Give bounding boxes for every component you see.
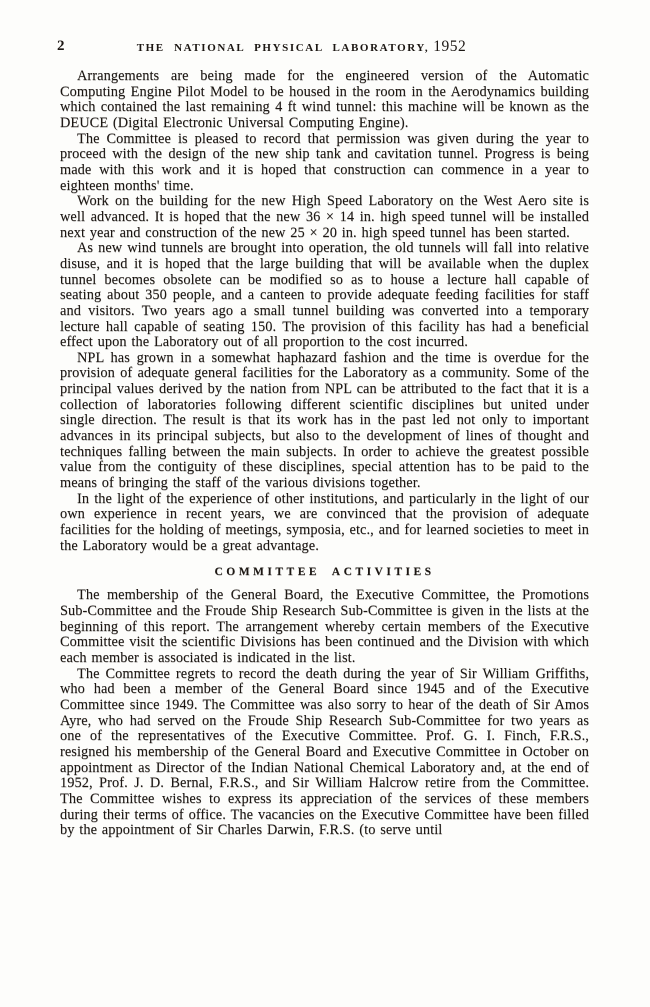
paragraph-meeting-facilities: In the light of the experience of other institutions, and particularly in the light of our own experience in recent years, we are convinced that the provision of adequate facilities for the holding of meetings, symposia, etc., and for learned societies to meet in the Laboratory would be a great advantage.	[60, 490, 589, 554]
running-title: THE NATIONAL PHYSICAL LABORATORY,	[136, 42, 430, 54]
paragraph-committee-membership: The membership of the General Board, the Executive Committee, the Promotions Sub-Committee and the Froude Ship Research Sub-Committee is given in the lists at the beginning of this report. The arrangement whereby certain members of the Executive Committee visit the scientific Divisions has been continued and the Division with which each member is associated is indicated in the list.	[60, 587, 589, 666]
running-title-group	[60, 38, 589, 56]
paragraph-ship-tank-cavitation-tunnel: The Committee is pleased to record that permission was given during the year to proceed with the design of the new ship tank and cavitation tunnel. Progress is being made with this work and it is hoped that construction can commence in a year to eighteen months' time.	[60, 130, 589, 194]
page-header	[57, 38, 589, 58]
page-number: 2	[57, 38, 65, 54]
paragraph-automatic-computing-engine: Arrangements are being made for the engineered version of the Automatic Computing Engine Pilot Model to be housed in the room in the Aerodynamics building which contained the last remaining 4 ft wind tunnel: this machine will be known as the DEUCE (Digital Electronic Universal Computing Engine).	[60, 68, 589, 131]
paragraph-committee-deaths-appointments: The Committee regrets to record the death during the year of Sir William Griffiths, who had been a member of the General Board since 1945 and of the Executive Committee since 1949. The Committee was also sorry to hear of the death of Sir Amos Ayre, who had served on the Froude Ship Research Sub-Committee for two years as one of the representatives of the Executive Committee. Prof. G. I. Finch, F.R.S., resigned his membership of the General Board and Executive Committee in October on appointment as Director of the Indian National Chemical Laboratory and, at the end of 1952, Prof. J. D. Bernal, F.R.S., and Sir William Halcrow retire from the Committee. The Committee wishes to express its appreciation of the services of these members during their terms of office. The vacancies on the Executive Committee have been filled by the appointment of Sir Charles Darwin, F.R.S. (to serve until	[60, 665, 589, 839]
section-heading-committee-activities: COMMITTEE ACTIVITIES	[214, 566, 435, 579]
body-text-block	[60, 69, 589, 839]
running-year: 1952	[433, 38, 467, 55]
paragraph-npl-growth: NPL has grown in a somewhat haphazard fashion and the time is overdue for the provision of adequate general facilities for the Laboratory as a community. Some of the principal values derived by the nation from NPL can be attributed to the fact that it is a collection of laboratories following different scientific disciplines but united under single direction. The result is that its work has in the past led not only to important advances in its principal subjects, but also to the development of lines of thought and techniques falling between the main subjects. In order to achieve the greatest possible value from the contiguity of these disciplines, special attention has to be paid to the means of bringing the staff of the various divisions together.	[60, 349, 589, 492]
paragraph-high-speed-laboratory: Work on the building for the new High Speed Laboratory on the West Aero site is well advanced. It is hoped that the new 36 × 14 in. high speed tunnel will be installed next year and construction of the new 25 × 20 in. high speed tunnel has been started.	[60, 193, 589, 241]
paragraph-wind-tunnels-lecture-hall: As new wind tunnels are brought into operation, the old tunnels will fall into relative disuse, and it is hoped that the large building that will be available when the duplex tunnel becomes obsolete can be modified so as to house a lecture hall capable of seating about 350 people, and a canteen to provide adequate feeding facilities for staff and visitors. Two years ago a small tunnel building was converted into a temporary lecture hall capable of seating 150. The provision of this facility has had a beneficial effect upon the Laboratory out of all proportion to the cost incurred.	[60, 240, 589, 351]
